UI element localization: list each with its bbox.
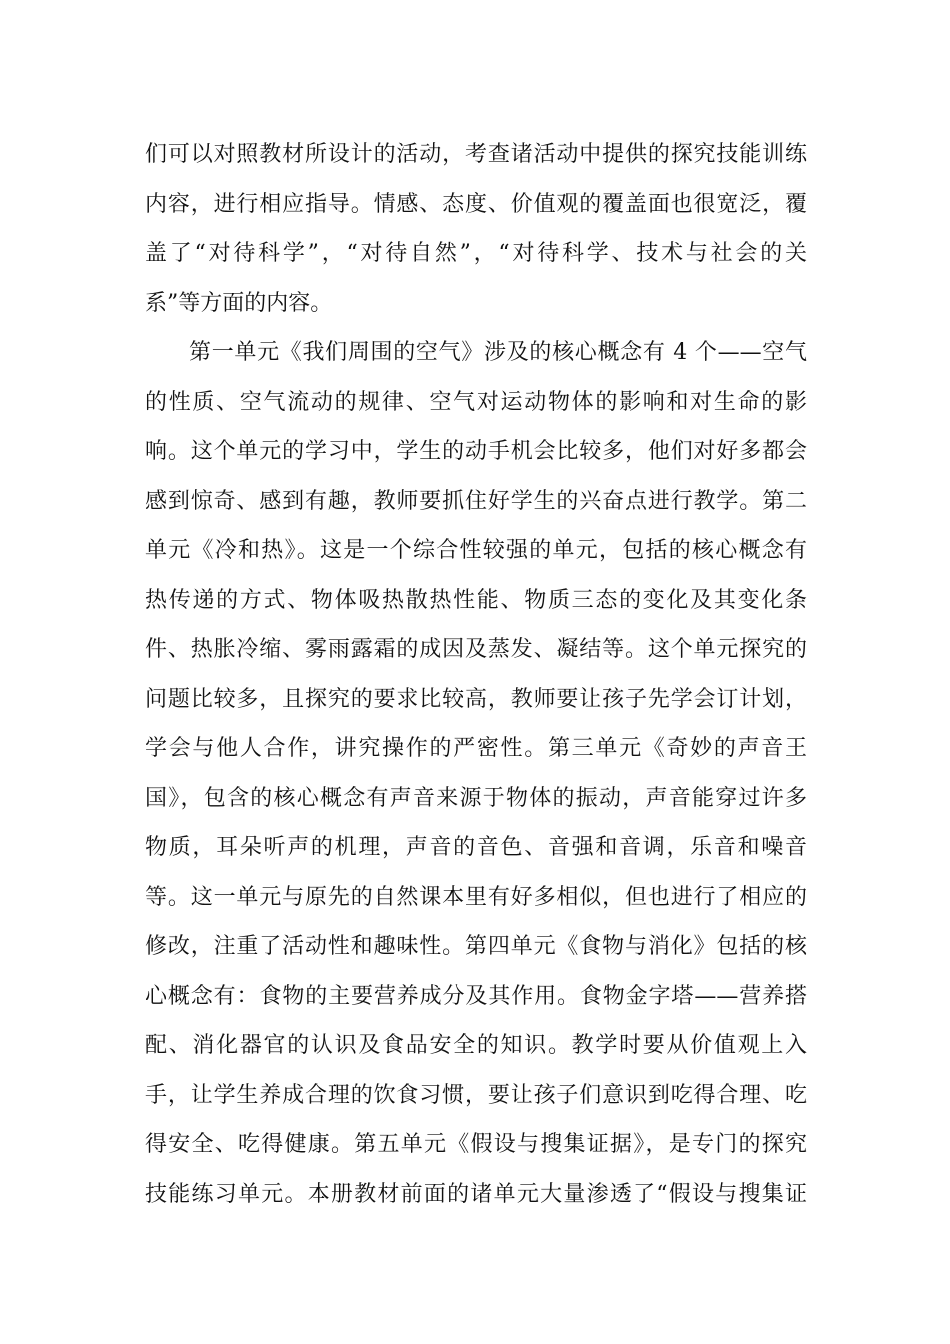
text-line-21: 得安全、吃得健康。第五单元《假设与搜集证据》，是专门的探究 bbox=[145, 1132, 807, 1157]
text-line-1: 们可以对照教材所设计的活动，考查诸活动中提供的探究技能训练 bbox=[145, 142, 807, 167]
text-line-4: 系”等方面的内容。 bbox=[145, 290, 333, 316]
text-line-8: 感到惊奇、感到有趣，教师要抓住好学生的兴奋点进行教学。第二 bbox=[145, 488, 807, 514]
text-line-2: 内容，进行相应指导。情感、态度、价值观的覆盖面也很宽泛，覆 bbox=[145, 191, 807, 217]
text-line-20: 手，让学生养成合理的饮食习惯，要让孩子们意识到吃得合理、吃 bbox=[145, 1082, 807, 1108]
text-line-17: 修改，注重了活动性和趣味性。第四单元《食物与消化》包括的核 bbox=[145, 934, 807, 959]
text-line-3: 盖了“对待科学”，“对待自然”，“对待科学、技术与社会的关 bbox=[145, 241, 807, 266]
text-line-19: 配、消化器官的认识及食品安全的知识。教学时要从价值观上入 bbox=[145, 1033, 807, 1058]
text-line-5: 第一单元《我们周围的空气》涉及的核心概念有 4 个——空气 bbox=[189, 340, 807, 365]
text-line-22: 技能练习单元。本册教材前面的诸单元大量渗透了“假设与搜集证 bbox=[145, 1181, 807, 1207]
text-line-14: 国》，包含的核心概念有声音来源于物体的振动，声音能穿过许多 bbox=[145, 785, 807, 811]
text-line-16: 等。这一单元与原先的自然课本里有好多相似，但也进行了相应的 bbox=[145, 884, 807, 910]
text-line-13: 学会与他人合作，讲究操作的严密性。第三单元《奇妙的声音王 bbox=[145, 736, 807, 761]
text-line-11: 件、热胀冷缩、雾雨露霜的成因及蒸发、凝结等。这个单元探究的 bbox=[145, 637, 807, 662]
text-line-12: 问题比较多，且探究的要求比较高，教师要让孩子先学会订计划， bbox=[145, 686, 807, 712]
text-line-6: 的性质、空气流动的规律、空气对运动物体的影响和对生命的影 bbox=[145, 389, 807, 415]
text-line-18: 心概念有：食物的主要营养成分及其作用。食物金字塔——营养搭 bbox=[145, 983, 807, 1009]
text-line-15: 物质，耳朵听声的机理，声音的音色、音强和音调，乐音和噪音 bbox=[145, 835, 807, 860]
text-line-7: 响。这个单元的学习中，学生的动手机会比较多，他们对好多都会 bbox=[145, 439, 807, 464]
text-line-9: 单元《冷和热》。这是一个综合性较强的单元，包括的核心概念有 bbox=[145, 538, 807, 563]
body-text bbox=[145, 130, 807, 1219]
text-line-10: 热传递的方式、物体吸热散热性能、物质三态的变化及其变化条 bbox=[145, 587, 807, 613]
